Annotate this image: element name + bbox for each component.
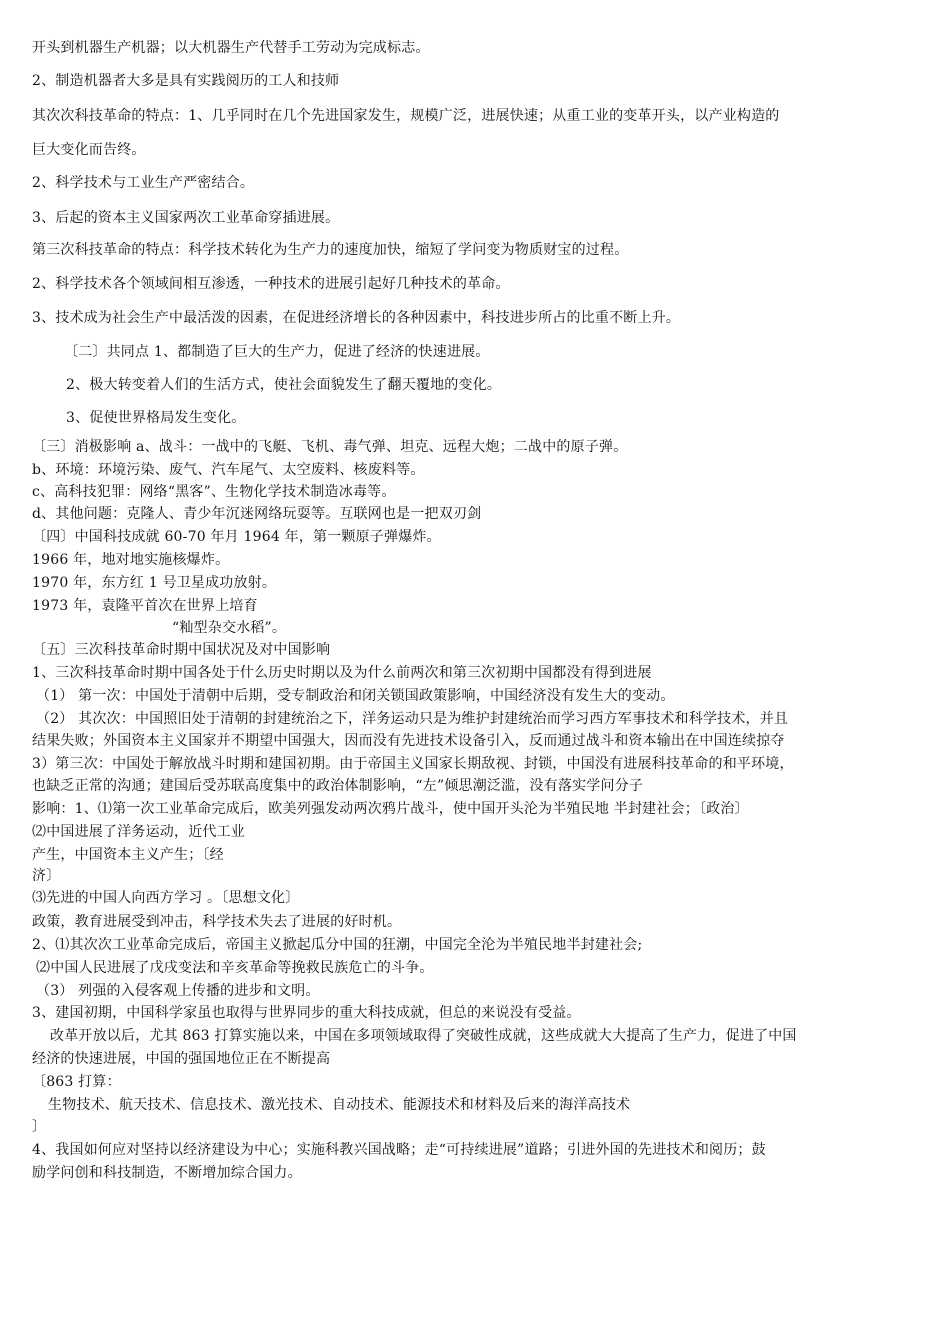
text-line: 产生，中国资本主义产生；〔经 [32, 847, 224, 863]
text-line: 〔五〕三次科技革命时期中国状况及对中国影响 [32, 642, 331, 658]
text-line: 1、三次科技革命时期中国各处于什么历史时期以及为什么前两次和第三次初期中国都没有得到进展 [32, 665, 652, 681]
text-line: d、其他问题：克隆人、青少年沉迷网络玩耍等。互联网也是一把双刃剑 [32, 506, 482, 522]
text-line: 其次次科技革命的特点：1、几乎同时在几个先进国家发生，规模广泛，进展快速；从重工业的变革开头，以产业构造的 [32, 108, 780, 124]
text-line: ⑶先进的中国人向西方学习 。〔思想文化〕 [32, 890, 300, 906]
text-line: 1970 年，东方红 1 号卫星成功放射。 [32, 575, 277, 591]
text-line: 政策，教育进展受到冲击，科学技术失去了进展的好时机。 [32, 914, 402, 930]
text-line: 影响：1、⑴第一次工业革命完成后，欧美列强发动两次鸦片战斗，使中国开头沦为半殖民地 半封建社会；〔政治〕 [32, 801, 749, 817]
text-line: 1973 年，袁隆平首次在世界上培育 [32, 598, 258, 614]
text-line: 经济的快速进展，中国的强国地位正在不断提高 [32, 1051, 331, 1067]
text-line: ⑵中国人民进展了戊戌变法和辛亥革命等挽救民族危亡的斗争。 [36, 960, 434, 976]
text-line: （2） 其次次：中国照旧处于清朝的封建统治之下，洋务运动只是为维护封建统治而学习西方军事技术和科学技术，并且 [36, 711, 789, 727]
text-line: 〕 [32, 1119, 47, 1135]
text-line: 2、科学技术与工业生产严密结合。 [32, 175, 255, 191]
text-line: 3、建国初期，中国科学家虽也取得与世界同步的重大科技成就，但总的来说没有受益。 [32, 1005, 581, 1021]
text-line: 济〕 [32, 868, 61, 884]
text-line: 也缺乏正常的沟通；建国后受苏联高度集中的政治体制影响，“左”倾思潮泛滥，没有落实学问分子 [32, 778, 644, 794]
text-line: b、环境：环境污染、废气、汽车尾气、太空废料、核废料等。 [32, 462, 425, 478]
text-line: 巨大变化而告终。 [32, 142, 146, 158]
text-line: 第三次科技革命的特点：科学技术转化为生产力的速度加快，缩短了学问变为物质财宝的过程。 [32, 242, 629, 258]
text-line: 2、科学技术各个领域间相互渗透，一种技术的进展引起好几种技术的革命。 [32, 276, 510, 292]
text-line: 〔三〕消极影响 a、战斗：一战中的飞艇、飞机、毒气弹、坦克、远程大炮；二战中的原子弹。 [32, 439, 628, 455]
text-line: 3、促使世界格局发生变化。 [66, 410, 246, 426]
text-line: 3）第三次：中国处于解放战斗时期和建国初期。由于帝国主义国家长期敌视、封锁，中国没有进展科技革命的和平环境， [32, 756, 794, 772]
text-line: （1） 第一次：中国处于清朝中后期，受专制政治和闭关锁国政策影响，中国经济没有发生大的变动。 [36, 688, 675, 704]
text-line: 〔四〕中国科技成就 60-70 年月 1964 年，第一颗原子弹爆炸。 [32, 529, 441, 545]
text-line: 2、制造机器者大多是具有实践阅历的工人和技师 [32, 73, 340, 89]
text-line: ⑵中国进展了洋务运动，近代工业 [32, 824, 245, 840]
text-line: 结果失败；外国资本主义国家并不期望中国强大，因而没有先进技术设备引入，反而通过战斗和资本输出在中国连续掠夺 [32, 733, 785, 749]
text-line: 1966 年，地对地实施核爆炸。 [32, 552, 230, 568]
text-line: “籼型杂交水稻”。 [172, 620, 287, 636]
text-line: c、高科技犯罪：网络“黑客”、生物化学技术制造冰毒等。 [32, 484, 396, 500]
text-line: 3、技术成为社会生产中最活泼的因素，在促进经济增长的各种因素中，科技进步所占的比重不断上升。 [32, 310, 681, 326]
text-line: 〔863 打算： [32, 1074, 121, 1090]
text-line: 励学问创和科技制造，不断增加综合国力。 [32, 1165, 302, 1181]
text-line: 〔二〕共同点 1、都制造了巨大的生产力，促进了经济的快速进展。 [64, 344, 490, 360]
text-line: 生物技术、航天技术、信息技术、激光技术、自动技术、能源技术和材料及后来的海洋高技术 [48, 1097, 631, 1113]
text-line: 4、我国如何应对坚持以经济建设为中心；实施科教兴国战略；走“可持续进展”道路；引进外国的先进技术和阅历；鼓 [32, 1142, 766, 1158]
text-line: 2、⑴其次次工业革命完成后，帝国主义掀起瓜分中国的狂潮，中国完全沦为半殖民地半封建社会; [32, 937, 643, 953]
text-line: 3、后起的资本主义国家两次工业革命穿插进展。 [32, 210, 340, 226]
text-line: 改革开放以后，尤其 863 打算实施以来，中国在多项领域取得了突破性成就，这些成就大大提高了生产力，促进了中国 [50, 1028, 797, 1044]
text-line: （3） 列强的入侵客观上传播的进步和文明。 [36, 983, 320, 999]
text-line: 开头到机器生产机器；以大机器生产代替手工劳动为完成标志。 [32, 40, 430, 56]
text-line: 2、极大转变着人们的生活方式，使社会面貌发生了翻天覆地的变化。 [66, 377, 502, 393]
